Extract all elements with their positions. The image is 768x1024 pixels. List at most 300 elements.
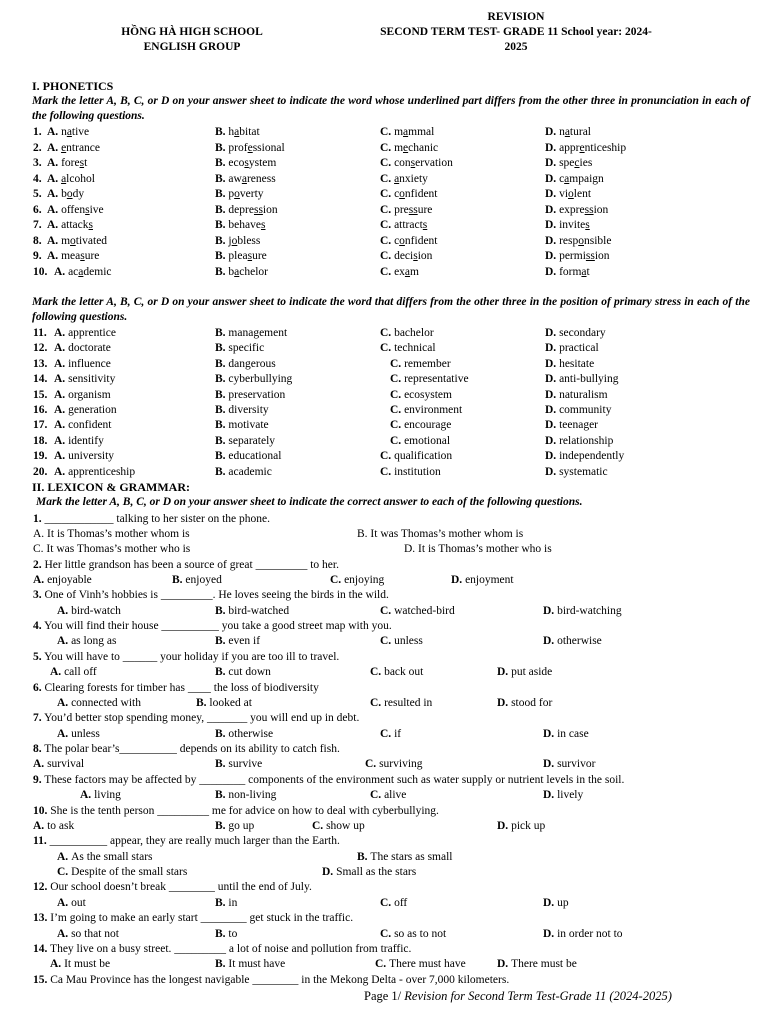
option-text: enjoyed [185,574,222,586]
option-text: looked at [209,697,252,709]
question-stem [33,588,389,603]
word-part: bitat [239,126,260,138]
option-b [215,357,276,372]
question-row [0,773,768,788]
option-letter: D. [543,789,558,801]
option-b [215,218,265,233]
question-text: They live on a busy street. _________ a lot of noise and pollution from traffic. [47,943,412,955]
question-number: 19. [33,450,48,463]
option-letter: C. [380,250,395,262]
word-part: verty [239,188,264,200]
option-letter: D. [497,958,512,970]
underlined-part: a [241,172,247,185]
question-number: 10. [33,805,48,817]
option-c [380,326,434,341]
word-part: permi [559,250,586,262]
question-text: ____________ talking to her sister on the phone. [41,513,270,525]
question-number: 9. [33,250,42,262]
question-number: 10. [33,265,48,278]
option-text: confident [68,419,112,432]
option-letter: A. [57,605,72,617]
option-text: put aside [511,666,553,678]
option-text: independently [559,450,625,463]
option-text: unless [394,635,423,647]
word-part: tive [71,126,90,138]
option-d [545,388,608,403]
option-letter: D. [543,605,558,617]
option-b [215,172,276,187]
underlined-part: e [579,141,585,154]
underlined-part: o [234,188,240,200]
option-d [545,434,613,449]
option-text: connected with [71,697,141,709]
option-text: bird-watching [557,605,622,617]
option-b [215,234,260,249]
word-part: behave [228,219,261,231]
option-d [545,172,604,187]
option-b [215,788,276,803]
option-text: The stars as small [370,851,453,863]
question-text: Ca Mau Province has the longest navigable ________ in the Mekong Delta - over 7,000 kilometers. [47,974,510,986]
option-b [215,326,287,341]
option-b [215,372,292,387]
word-part: ure [417,203,433,216]
option-c [57,865,187,880]
option-letter: A. [47,141,62,154]
option-text: educational [228,450,282,463]
option-a[interactable]: A. It is Thomas’s mother whom is [33,528,190,540]
question-row [0,512,768,527]
option-c [380,141,438,156]
option-b [215,604,289,619]
option-text: Despite of the small stars [71,866,188,878]
answer-row [0,896,768,911]
option-letter: B. [215,820,229,832]
answer-row [0,665,768,680]
word-part: chanic [408,141,439,154]
option-letter: A. [54,357,69,370]
option-text: diversity [228,404,269,416]
option-letter: A. [33,820,48,832]
word-part: ion [594,250,610,262]
question-row [0,156,768,171]
option-text: off [394,897,408,909]
question-row [0,388,768,403]
page-footer [364,989,672,1004]
option-c [365,757,423,772]
option-b [215,125,260,140]
option-a [47,141,100,156]
option-d [451,573,514,588]
option-a [54,326,116,341]
option-letter: C. [390,357,405,370]
underlined-part: o [568,188,574,200]
option-text: bird-watch [71,605,121,617]
word-part: c [394,188,400,200]
option-d [497,696,552,711]
underlined-part: o [399,188,405,200]
word-part: m [410,265,419,278]
option-d [543,604,622,619]
word-part: vi [559,188,569,200]
option-letter: B. [215,327,229,339]
option-text: There must have [389,958,466,970]
option-letter: C. [380,342,395,355]
word-part: aw [228,172,242,185]
question-number: 5. [33,188,42,200]
option-text: dangerous [228,357,276,370]
option-c [380,125,434,140]
word-part: m [394,141,404,154]
option-a [33,573,92,588]
option-b [215,449,281,464]
option-text: surviving [379,758,423,770]
option-d [543,727,589,742]
option-text: qualification [394,450,453,463]
option-text: ecosystem [404,388,452,401]
option-letter: B. [215,388,229,401]
option-letter: A. [47,250,62,262]
question-number: 4. [33,172,42,185]
option-text: enjoyable [47,574,92,586]
option-letter: D. [543,897,558,909]
underlined-part: s [79,157,85,169]
option-d [497,957,577,972]
option-a [47,203,104,218]
option-a [80,788,121,803]
option-a [57,634,116,649]
underlined-part: o [70,234,76,247]
option-letter: B. [215,126,229,138]
option-text: otherwise [557,635,602,647]
option-letter: C. [390,434,405,447]
option-c[interactable]: C. It was Thomas’s mother who is [33,543,191,555]
option-text: environment [404,404,463,416]
option-a [50,957,110,972]
option-letter: D. [545,419,560,432]
option-letter: C. [380,605,395,617]
option-d [545,218,590,233]
option-text: survival [47,758,85,770]
option-c [370,665,423,680]
question-text: __________ appear, they are really much larger than the Earth. [46,835,340,847]
option-c [370,788,406,803]
page-number: Page 1/ [364,989,402,1003]
option-letter: C. [390,404,405,416]
word-part: nsible [583,234,612,247]
option-a [47,218,93,233]
question-text: You’d better stop spending money, _______ you will end up in debt. [41,712,360,724]
option-a [54,449,114,464]
option-b [215,465,272,480]
question-row [0,187,768,202]
option-b [215,665,271,680]
section-heading: I. PHONETICS [32,79,114,93]
option-letter: A. [54,373,69,386]
question-row [0,234,768,249]
question-stem [33,711,359,726]
option-letter: B. [215,434,229,447]
option-d [543,634,602,649]
answer-row [0,865,768,880]
option-d [543,788,583,803]
option-text: It must have [228,958,286,970]
option-text: so that not [71,928,119,940]
option-text: enjoyment [465,574,514,586]
underlined-part: s [88,219,93,231]
question-number: 14. [33,373,48,386]
answer-row [0,604,768,619]
option-letter: B. [215,188,229,200]
question-stem [33,681,319,696]
word-part: ervation [415,157,453,169]
option-letter: C. [365,758,380,770]
option-text: doctorate [68,342,111,355]
option-letter: D. [497,697,512,709]
school-name: HỒNG HÀ HIGH SCHOOL [121,26,263,38]
option-letter: A. [47,172,62,185]
option-letter: C. [380,234,395,247]
option-d [545,403,611,418]
question-row [0,973,768,988]
option-text: identify [68,434,104,447]
option-letter: A. [33,758,48,770]
word-part: m [394,126,404,138]
question-stem [33,512,270,527]
option-text: relationship [559,434,614,447]
option-text: enjoying [344,574,385,586]
question-row [0,711,768,726]
option-a [57,727,100,742]
question-number: 9. [33,774,42,786]
option-text: There must be [511,958,577,970]
question-row [0,804,768,819]
option-a [47,249,99,264]
underlined-part: ss [253,203,263,216]
question-row [0,650,768,665]
option-letter: D. [545,327,560,339]
question-row [0,558,768,573]
section-heading: II. LEXICON & GRAMMAR: [32,480,190,494]
word-part: ion [593,203,609,216]
option-letter: D. [497,666,512,678]
option-b [215,634,260,649]
option-text: specific [228,342,265,355]
option-text: As the small stars [71,851,153,863]
option-letter: D. [545,342,560,355]
option-b [215,819,254,834]
question-text: The polar bear’s__________ depends on its ability to catch fish. [41,743,340,755]
option-letter: D. [545,250,560,262]
option-letter: D. [545,126,560,138]
question-number: 15. [33,388,48,401]
option-c [370,696,432,711]
question-number: 17. [33,419,48,432]
option-letter: C. [380,203,395,216]
option-letter: C. [57,866,72,878]
question-number: 4. [33,620,42,632]
word-part: mea [61,250,81,262]
option-a [57,850,153,865]
question-number: 20. [33,465,48,478]
option-letter: D. [545,373,560,386]
question-text: You will find their house __________ you take a good street map with you. [41,620,392,632]
question-number: 12. [33,881,48,893]
question-number: 15. [33,974,48,986]
option-letter: B. [215,404,229,416]
question-row [0,834,768,849]
question-text: Her little grandson has been a source of great _________ to her. [41,559,339,571]
question-row [0,465,768,480]
option-letter: A. [47,157,62,169]
question-stem [33,880,312,895]
option-text: resulted in [384,697,433,709]
question-stem [33,942,411,957]
option-a [47,234,107,249]
option-text: hesitate [559,357,595,370]
option-c [390,403,462,418]
word-part: mmal [408,126,435,138]
option-letter: A. [54,342,69,355]
word-part: t [586,265,590,278]
option-text: up [557,897,569,909]
word-part: p [228,188,235,200]
option-letter: D. [545,388,560,401]
option-letter: A. [57,635,72,647]
option-letter: B. [215,172,229,185]
option-b[interactable]: B. It was Thomas’s mother whom is [357,528,524,540]
option-text: preservation [228,388,286,401]
option-b [215,757,262,772]
word-part: tural [569,126,591,138]
underlined-part: a [234,265,240,278]
option-a [54,465,135,480]
answer-row [0,957,768,972]
test-header [352,10,680,55]
question-number: 8. [33,743,42,755]
option-letter: A. [54,388,69,401]
word-part: demic [83,265,112,278]
underlined-part: s [85,203,90,216]
question-number: 18. [33,434,48,447]
question-number: 2. [33,559,42,571]
option-a [54,341,111,356]
option-a [50,665,97,680]
question-row [0,942,768,957]
question-number: 6. [33,203,42,216]
option-d [543,757,595,772]
option-b [215,434,275,449]
word-part: chelor [239,265,269,278]
word-part: reness [246,172,276,185]
option-d[interactable]: D. It is Thomas’s mother who is [404,543,552,555]
option-d [497,665,552,680]
option-text: to ask [47,820,75,832]
question-number: 1. [33,513,42,525]
word-part: fore [61,157,80,169]
word-part: ion [262,203,278,216]
question-stem [33,804,439,819]
option-c [390,372,469,387]
option-letter: A. [47,126,62,138]
option-a [54,434,104,449]
option-c [380,265,419,280]
option-text: bird-watched [228,605,290,617]
option-b [196,696,252,711]
option-c [380,604,455,619]
option-a [54,418,112,433]
option-letter: A. [50,958,65,970]
question-text: Our school doesn’t break ________ until the end of July. [47,881,312,893]
word-part: ssional [252,141,285,154]
answer-row [0,634,768,649]
option-letter: A. [47,234,62,247]
option-text: in [228,897,238,909]
underlined-part: s [410,157,416,169]
option-text: It must be [64,958,111,970]
option-letter: D. [545,188,560,200]
option-letter: B. [196,697,210,709]
underlined-part: a [66,126,72,138]
option-letter: B. [215,465,229,478]
option-d [545,249,610,264]
option-letter: B. [172,574,186,586]
option-letter: C. [370,789,385,801]
word-part: prof [228,141,248,154]
question-number: 13. [33,912,48,924]
option-letter: D. [322,866,337,878]
option-letter: C. [380,265,395,278]
option-letter: B. [215,141,229,154]
option-c [380,465,441,480]
question-stem [33,834,340,849]
option-letter: B. [215,928,229,940]
option-b [215,388,285,403]
option-text: out [71,897,86,909]
option-letter: A. [57,897,72,909]
option-text: living [94,789,121,801]
option-letter: D. [545,157,560,169]
question-row [0,742,768,757]
option-text: practical [559,342,599,355]
option-text: remember [404,357,451,370]
answer-row [0,573,768,588]
option-letter: A. [54,265,69,278]
option-text: motivate [228,419,269,432]
option-letter: D. [545,434,560,447]
option-text: go up [228,820,255,832]
option-text: separately [228,434,276,447]
option-letter: C. [390,388,405,401]
option-text: in case [557,728,589,740]
option-text: cyberbullying [228,373,293,386]
question-number: 3. [33,157,42,169]
question-row [0,203,768,218]
option-a [54,372,115,387]
option-letter: C. [370,697,385,709]
option-letter: B. [215,373,229,386]
option-letter: C. [380,928,395,940]
option-c [375,957,466,972]
underlined-part: a [404,265,411,278]
option-text: call off [64,666,97,678]
option-a [47,172,95,187]
word-part: bless [237,234,261,247]
underlined-part: s [261,219,266,231]
option-b [215,265,268,280]
doc-subtitle: SECOND TERM TEST- GRADE 11 School year: 2024- [380,26,652,38]
option-letter: B. [215,958,229,970]
